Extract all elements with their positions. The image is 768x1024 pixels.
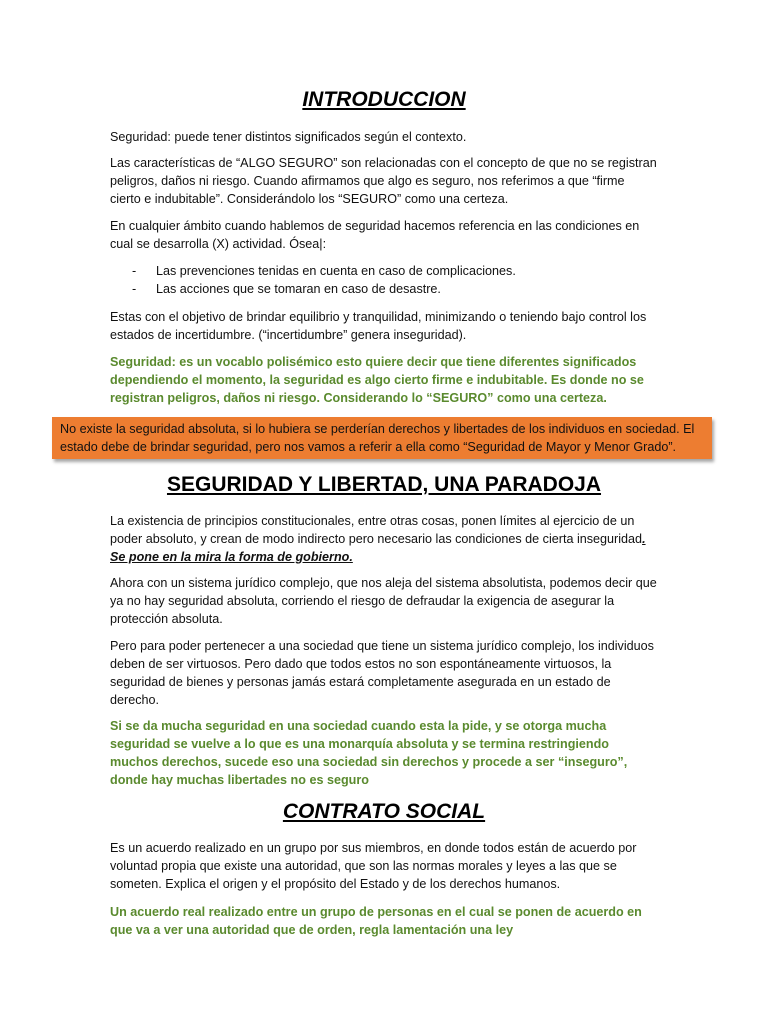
section3-green-note: Un acuerdo real realizado entre un grupo de personas en el cual se ponen de acuerdo en que va a ver una autoridad que de orden, regla lamentación una ley — [110, 905, 642, 937]
intro-green-note: Seguridad: es un vocablo polisémico esto quiere decir que tiene diferentes significados dependiendo el momento, la seguridad es algo cierto firme e indubitable. Es donde no se registran peligros, daños ni riesgo. Considerando lo “SEGURO” como una certeza. — [110, 355, 644, 405]
intro-title: INTRODUCCION — [302, 88, 466, 111]
section2-emphasis: . Se pone en la mira la forma de gobierno. — [110, 532, 646, 564]
section-title-seguridad-libertad: SEGURIDAD Y LIBERTAD, UNA PARADOJA — [166, 473, 602, 496]
list-item: - Las prevenciones tenidas en cuenta en caso de complicaciones. — [110, 262, 658, 280]
section-title-contrato-social: CONTRATO SOCIAL — [282, 800, 486, 823]
section3-paragraph-1: Es un acuerdo realizado en un grupo por sus miembros, en donde todos están de acuerdo por voluntad propia que existe una autoridad, que son las normas morales y leyes a las que se someten. Explica el origen y el propósito del Estado y de los derechos humanos. — [110, 841, 637, 891]
section2-paragraph-1-text: La existencia de principios constitucionales, entre otras cosas, ponen límites al ejercicio de un poder absoluto, y crean de modo indirecto pero necesario las condiciones de cierta inseguridad — [110, 514, 643, 546]
list-item: - Las acciones que se tomaran en caso de desastre. — [110, 280, 658, 298]
section2-paragraph-3: Pero para poder pertenecer a una sociedad que tiene un sistema jurídico complejo, los individuos deben de ser virtuosos. Pero dado que todos estos no son espontáneamente virtuosos, la seguridad de bienes y personas jamás estará completamente asegurada en un estado de derecho. — [110, 639, 654, 707]
section2-paragraph-2: Ahora con un sistema jurídico complejo, que nos aleja del sistema absolutista, podemos decir que ya no hay seguridad absoluta, corriendo el riesgo de defraudar la exigencia de asegurar la protección absoluta. — [110, 576, 657, 626]
intro-paragraph-3: En cualquier ámbito cuando hablemos de seguridad hacemos referencia en las condiciones en cual se desarrolla (X) actividad. Ósea|: — [110, 219, 640, 251]
intro-paragraph-1: Seguridad: puede tener distintos significados según el contexto. — [110, 130, 467, 144]
section2-paragraph-1 — [110, 512, 658, 566]
intro-bullet-list — [110, 262, 658, 298]
highlight-callout: No existe la seguridad absoluta, si lo hubiera se perderían derechos y libertades de los individuos en sociedad. El estado debe de brindar seguridad, pero nos vamos a referir a ella como “Seguridad de Mayor y Menor Grado”. — [52, 417, 712, 459]
intro-paragraph-2: Las características de “ALGO SEGURO” son relacionadas con el concepto de que no se registran peligros, daños ni riesgo. Cuando afirmamos que algo es seguro, nos referimos a que “firme cierto e indubitable”. Considerándolo los “SEGURO” como una certeza. — [110, 156, 657, 206]
section2-green-note: Si se da mucha seguridad en una sociedad cuando esta la pide, y se otorga mucha seguridad se vuelve a lo que es una monarquía absoluta y se termina restringiendo muchos derechos, sucede eso una sociedad sin derechos y procede a ser “inseguro”, donde hay muchas libertades no es seguro — [110, 719, 628, 787]
intro-paragraph-4: Estas con el objetivo de brindar equilibrio y tranquilidad, minimizando o teniendo bajo control los estados de incertidumbre. (“incertidumbre” genera inseguridad). — [110, 310, 647, 342]
